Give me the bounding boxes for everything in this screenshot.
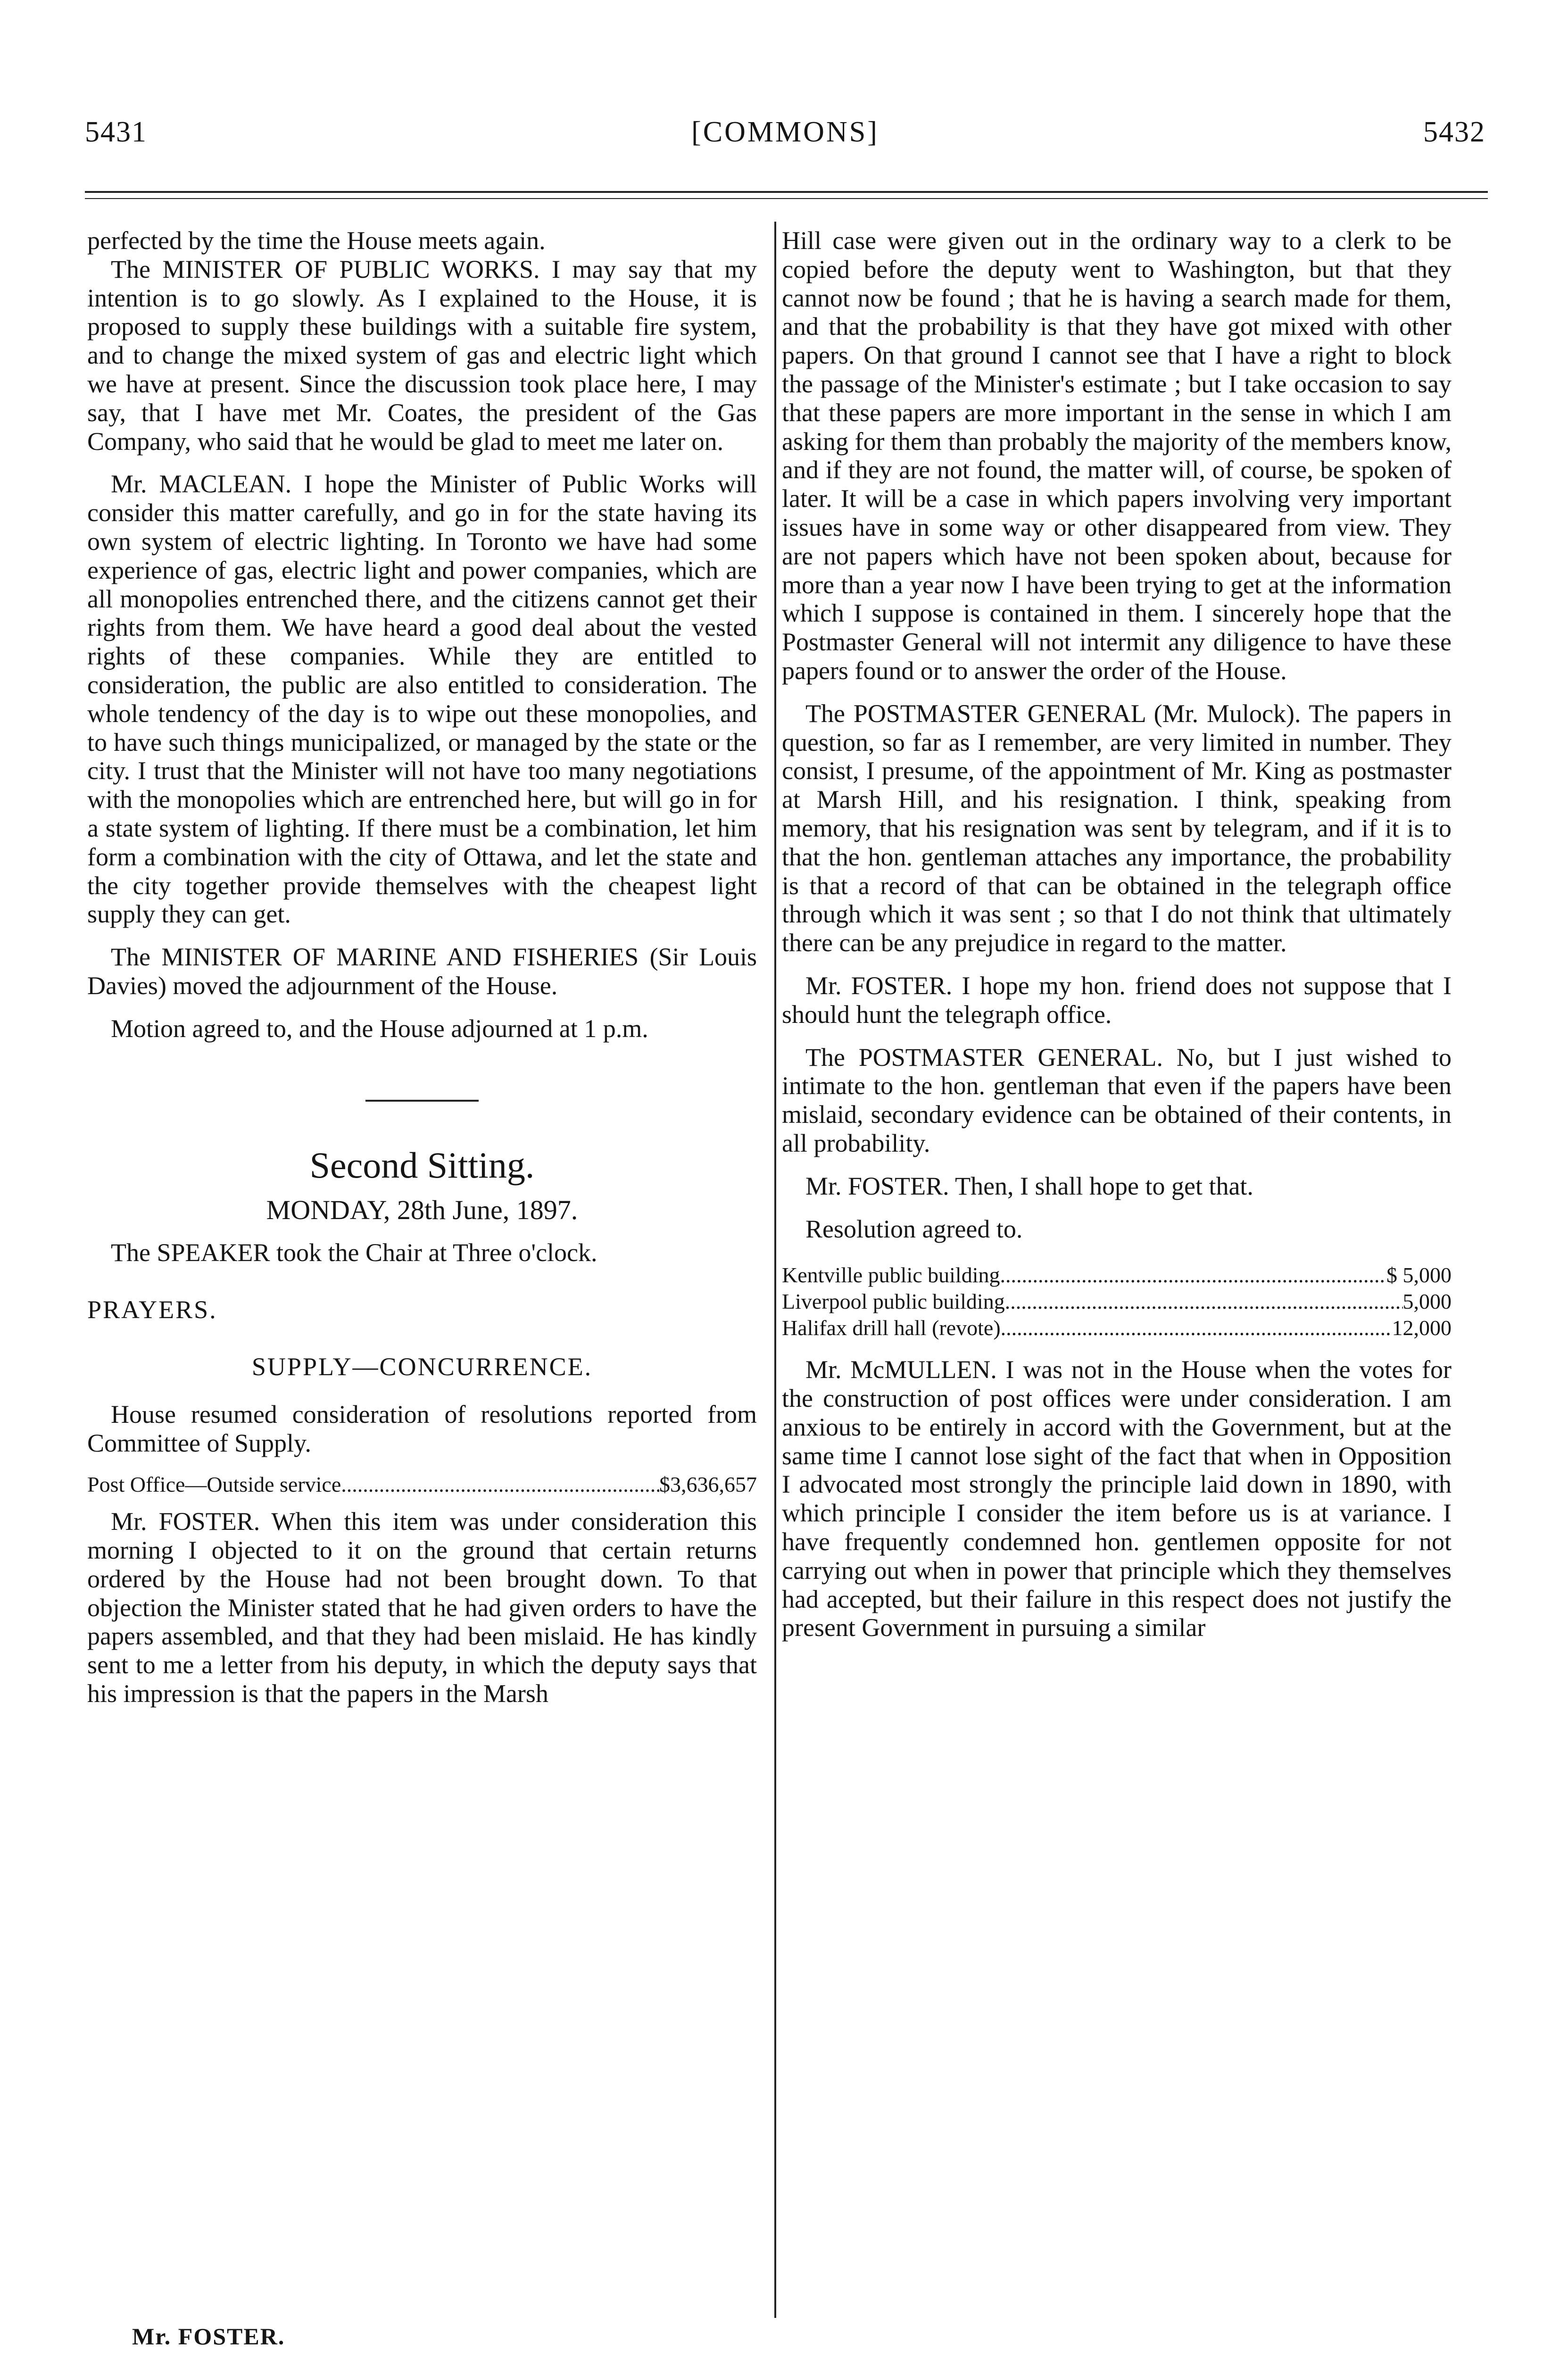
paragraph: Mr. McMULLEN. I was not in the House when the votes for the construction of post offices were under consideration. I am anxious to be entirely in accord with the Government, but at the same time I cannot lose sight of the fact that when in Opposition I advocated most strongly the principle laid down in 1890, with which principle I consider the item before us is at variance. I have frequently condemned hon. gentlemen opposite for not carrying out when in power that principle which they themselves had accepted, but their failure in this respect does not justify the present Government in pursuing a similar <box>782 1355 1452 1642</box>
item-amount: 5,000 <box>1402 1289 1452 1314</box>
item-label: Post Office—Outside service <box>87 1472 341 1497</box>
prayers-heading: PRAYERS. <box>87 1295 217 1324</box>
page-number-right: 5432 <box>1423 116 1485 148</box>
paragraph: The SPEAKER took the Chair at Three o'clock. <box>111 1238 597 1267</box>
supply-item <box>87 1471 757 1498</box>
left-column <box>87 226 757 1708</box>
paragraph: Mr. FOSTER. When this item was under consideration this morning I objected to it on the ground that certain returns ordered by the House had not been brought down. To that objection the Minister stated that he had given orders to have the papers assembled, and that they had been mislaid. He has kindly sent to me a letter from his deputy, in which the deputy says that his impression is that the papers in the Marsh <box>87 1507 757 1708</box>
column-divider <box>774 222 776 2318</box>
supply-item <box>782 1315 1452 1341</box>
running-title: [COMMONS] <box>691 116 879 148</box>
right-column <box>782 226 1452 1642</box>
paragraph: Mr. MACLEAN. I hope the Minister of Public Works will consider this matter carefully, and go in for the state having its own system of electric lighting. In Toronto we have had some experience of gas, electric light and power companies, which are all monopolies entrenched there, and the citizens cannot get their rights from them. We have heard a good deal about the vested rights of these companies. While they are entitled to consideration, the public are also entitled to consideration. The whole tendency of the day is to wipe out these monopolies, and to have such things municipalized, or managed by the state or the city. I trust that the Minister will not have too many negotiations with the monopolies which are entrenched here, but will go in for a state system of lighting. If there must be a combination, let him form a combination with the city of Ottawa, and let the state and the city together provide themselves with the cheapest light supply they can get. <box>87 470 757 929</box>
supply-item <box>782 1288 1452 1315</box>
paragraph: The POSTMASTER GENERAL. No, but I just wished to intimate to the hon. gentleman that even if the papers have been mislaid, secondary evidence can be obtained of their contents, in all probability. <box>782 1043 1452 1157</box>
leader-dots <box>1000 1262 1387 1288</box>
paragraph: The MINISTER OF MARINE AND FISHERIES (Sir Louis Davies) moved the adjournment of the House. <box>87 943 757 1000</box>
leader-dots <box>341 1471 659 1498</box>
paragraph: Hill case were given out in the ordinary way to a clerk to be copied before the deputy went to Washington, but that they cannot now be found ; that he is having a search made for them, and that the probability is that they have got mixed with other papers. On that ground I cannot see that I have a right to block the passage of the Minister's estimate ; but I take occasion to say that these papers are more important in the sense in which I am asking for them than probably the majority of the members know, and if they are not found, the matter will, of course, be spoken of later. It will be a case in which papers involving very important issues have in some way or other disappeared from view. They are not papers which have not been spoken about, because for more than a year now I have been trying to get at the information which I suppose is contained in them. I sincerely hope that the Postmaster General will not intermit any diligence to have these papers found or to answer the order of the House. <box>782 226 1452 685</box>
header-rule-top <box>85 191 1488 193</box>
item-amount: 12,000 <box>1392 1316 1452 1340</box>
footer-speaker: Mr. FOSTER. <box>132 2323 285 2350</box>
leader-dots <box>1001 1315 1392 1341</box>
item-amount: $3,636,657 <box>659 1472 757 1497</box>
item-amount: $ 5,000 <box>1386 1263 1452 1287</box>
item-label: Liverpool public building <box>782 1289 1005 1314</box>
item-label: Halifax drill hall (revote) <box>782 1316 1001 1340</box>
supply-heading: SUPPLY—CONCURRENCE. <box>251 1352 593 1381</box>
paragraph: Mr. FOSTER. Then, I shall hope to get that. <box>805 1171 1253 1200</box>
sitting-date: MONDAY, 28th June, 1897. <box>266 1194 578 1225</box>
item-label: Kentville public building <box>782 1263 1000 1287</box>
paragraph: The POSTMASTER GENERAL (Mr. Mulock). The papers in question, so far as I remember, are very limited in number. They consist, I presume, of the appointment of Mr. King as postmaster at Marsh Hill, and his resignation. I think, speaking from memory, that his resignation was sent by telegram, and if it is to that the hon. gentleman attaches any importance, the probability is that a record of that can be obtained in the telegraph office through which it was sent ; so that I do not think that ultimately there can be any prejudice in regard to the matter. <box>782 699 1452 957</box>
paragraph: perfected by the time the House meets again. <box>87 226 546 255</box>
section-title: Second Sitting. <box>309 1144 535 1186</box>
paragraph: Resolution agreed to. <box>805 1214 1023 1243</box>
header-rule-bottom <box>85 198 1488 199</box>
paragraph: House resumed consideration of resolutions reported from Committee of Supply. <box>87 1400 757 1457</box>
page-header <box>85 106 1485 163</box>
paragraph: The MINISTER OF PUBLIC WORKS. I may say that my intention is to go slowly. As I explained to the House, it is proposed to supply these buildings with a suitable fire system, and to change the mixed system of gas and electric light which we have at present. Since the discussion took place here, I may say, that I have met Mr. Coates, the president of the Gas Company, who said that he would be glad to meet me later on. <box>87 255 757 456</box>
paragraph: Mr. FOSTER. I hope my hon. friend does not suppose that I should hunt the telegraph office. <box>782 971 1452 1029</box>
supply-items <box>782 1262 1452 1341</box>
paragraph: Motion agreed to, and the House adjourned at 1 p.m. <box>111 1014 648 1043</box>
page-number-left: 5431 <box>85 116 147 148</box>
supply-item <box>782 1262 1452 1288</box>
leader-dots <box>1005 1288 1403 1315</box>
section-divider <box>365 1100 479 1102</box>
